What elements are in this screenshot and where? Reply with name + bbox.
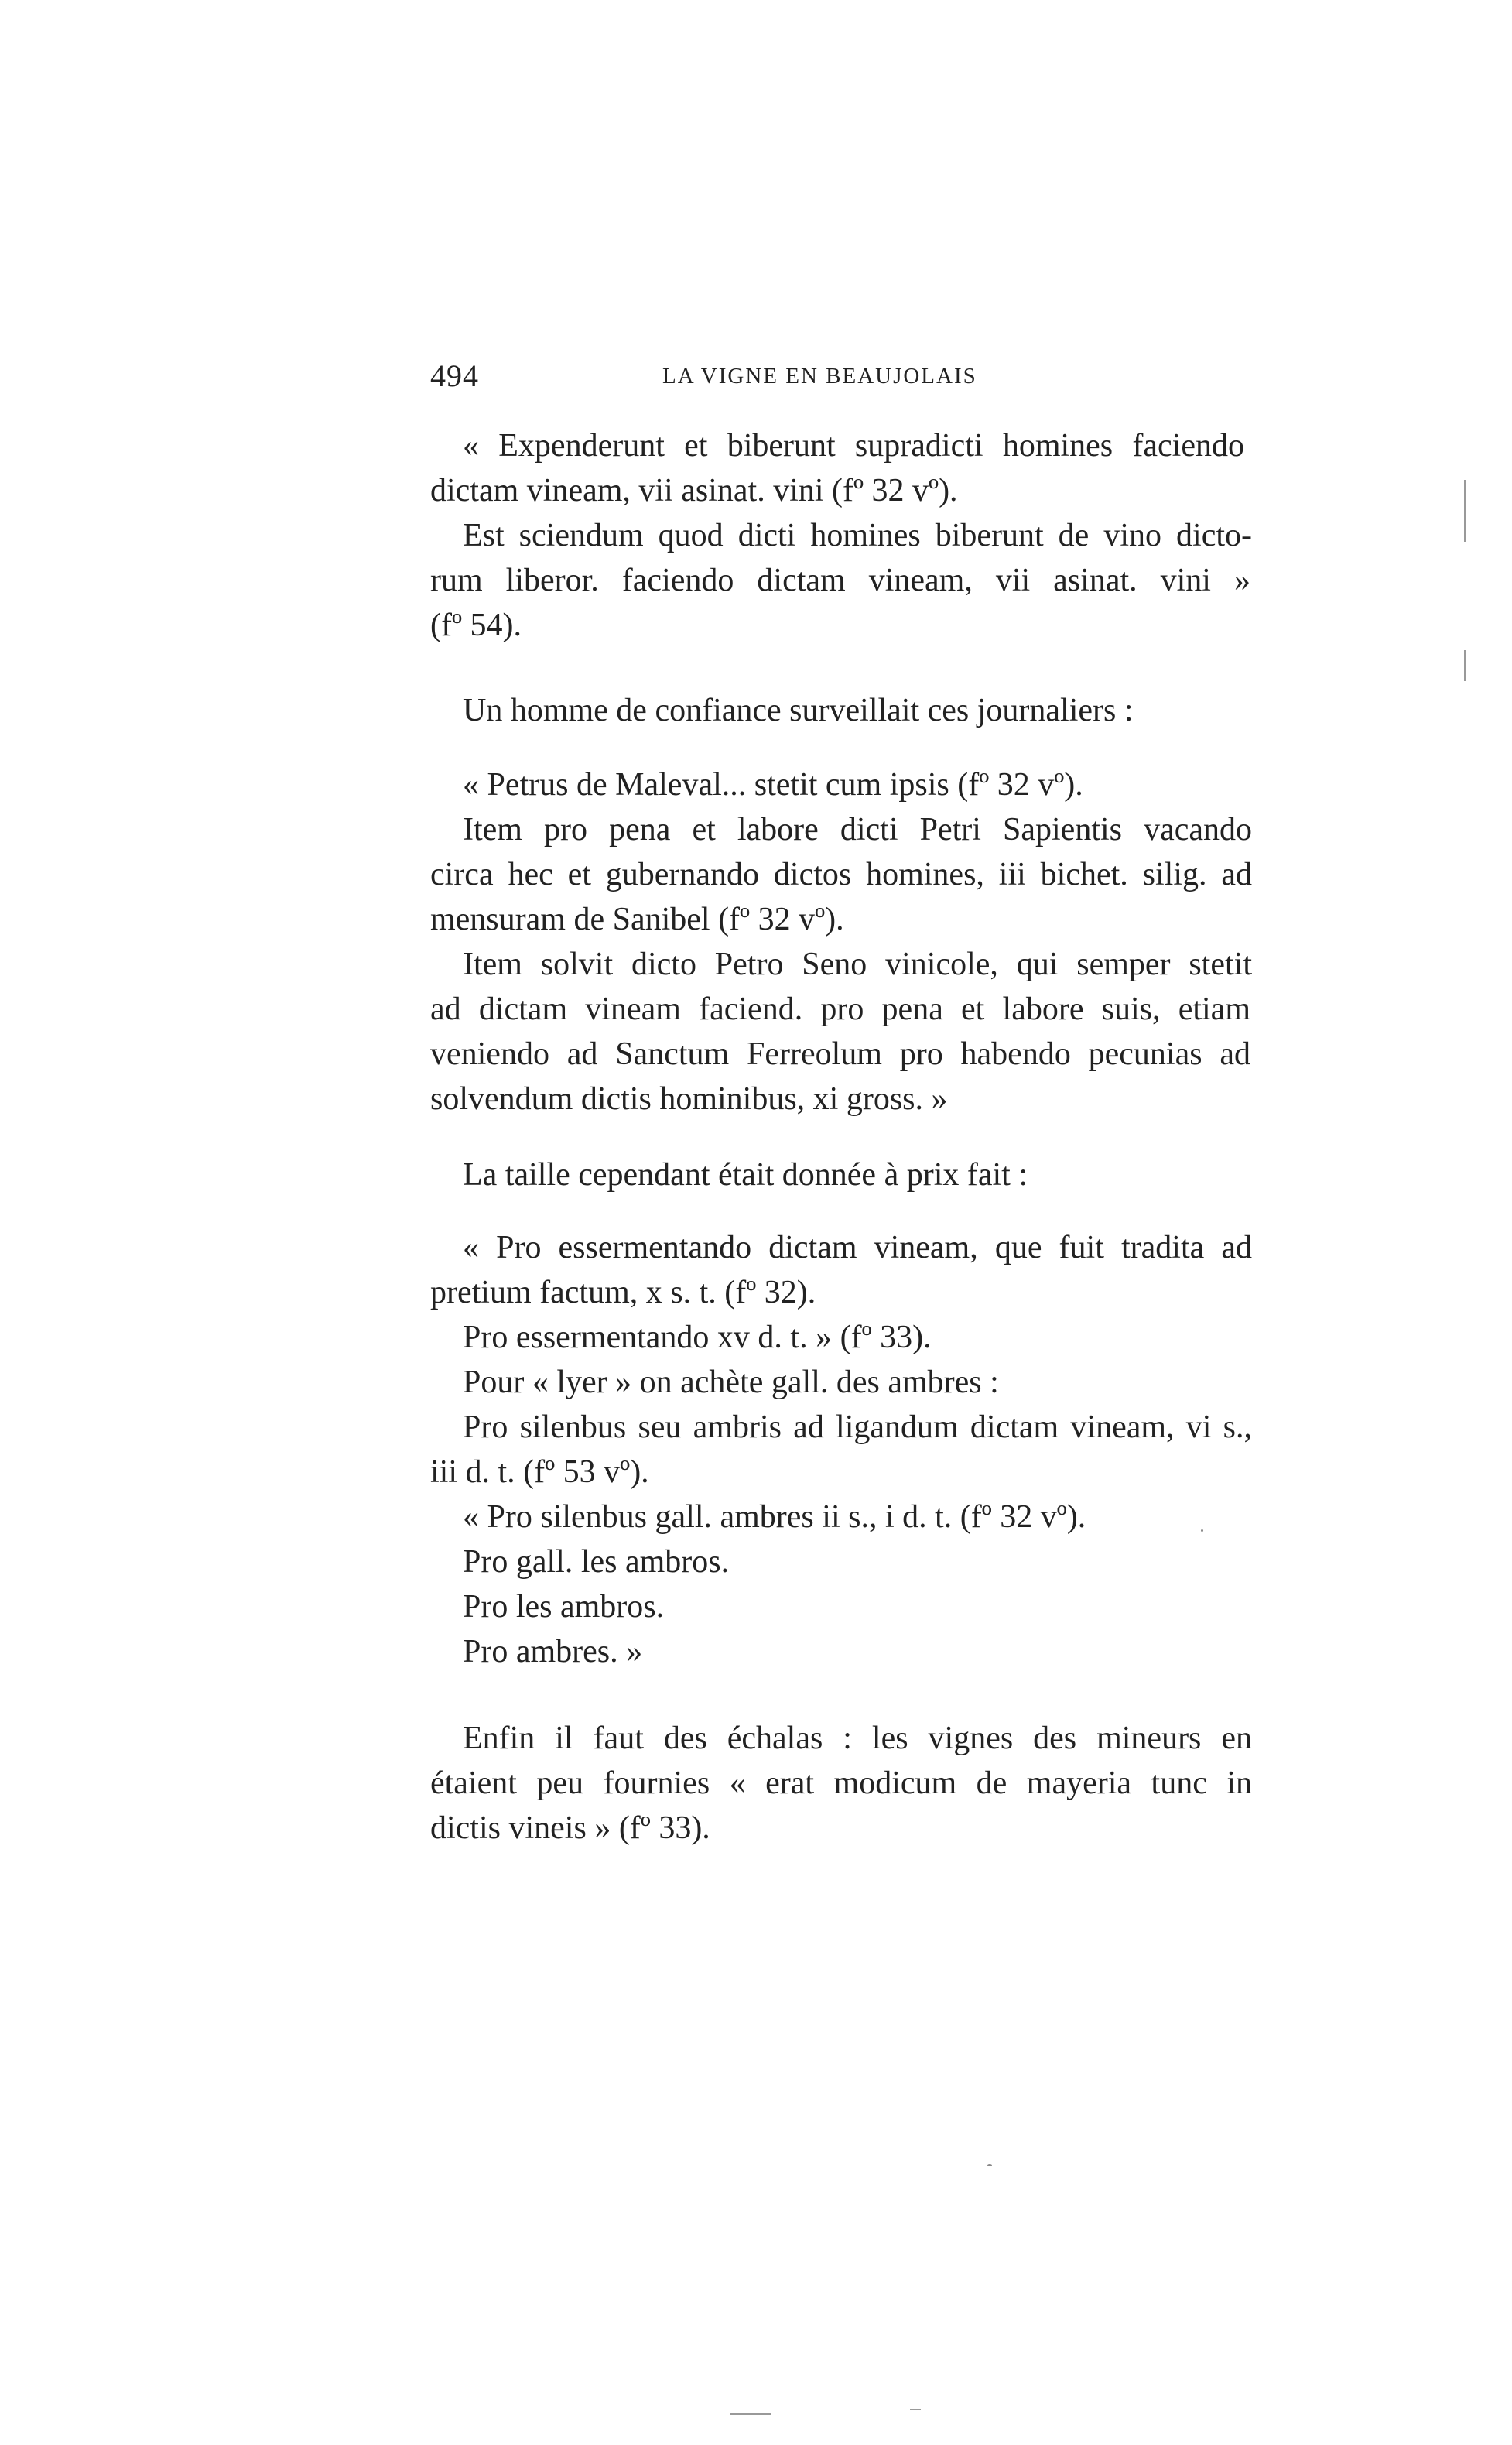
text-line: Item solvit dicto Petro Seno vinicole, qui semper stetit <box>463 947 1252 982</box>
scan-speck <box>910 2409 921 2410</box>
text-line: iii d. t. (fº 53 vº). <box>430 1454 649 1490</box>
running-title: LA VIGNE EN BEAUJOLAIS <box>662 364 977 389</box>
margin-scan-mark <box>1464 650 1466 681</box>
text-line: « Pro essermentando dictam vineam, que fuit tradita ad <box>463 1230 1252 1265</box>
scan-speck <box>730 2413 771 2415</box>
text-line: Item pro pena et labore dicti Petri Sapientis vacando <box>463 812 1252 848</box>
text-line: (fº 54). <box>430 608 522 643</box>
margin-scan-mark <box>1464 480 1466 542</box>
page-number: 494 <box>430 358 479 393</box>
text-line: Enfin il faut des échalas : les vignes des mineurs en <box>463 1721 1252 1756</box>
page-header <box>430 358 1250 404</box>
text-line: solvendum dictis hominibus, xi gross. » <box>430 1081 948 1117</box>
text-line: Pro les ambros. <box>463 1589 665 1625</box>
text-line: Pro essermentando xv d. t. » (fº 33). <box>463 1320 932 1355</box>
text-line: Pro gall. les ambros. <box>463 1544 730 1580</box>
text-line: « Pro silenbus gall. ambres ii s., i d. t. (fº 32 vº). <box>463 1499 1086 1535</box>
text-line: dictam vineam, vii asinat. vini (fº 32 vº). <box>430 473 958 509</box>
text-line: étaient peu fournies « erat modicum de mayeria tunc in <box>430 1765 1252 1801</box>
text-line: « Petrus de Maleval... stetit cum ipsis (fº 32 vº). <box>463 767 1083 803</box>
text-line: Pro silenbus seu ambris ad ligandum dictam vineam, vi s., <box>463 1409 1252 1445</box>
text-line: dictis vineis » (fº 33). <box>430 1810 710 1846</box>
text-line: Un homme de confiance surveillait ces journaliers : <box>463 693 1134 728</box>
text-line: circa hec et gubernando dictos homines, iii bichet. silig. ad <box>430 857 1252 892</box>
scan-speck <box>987 2164 992 2166</box>
text-line: pretium factum, x s. t. (fº 32). <box>430 1275 816 1310</box>
text-line: ad dictam vineam faciend. pro pena et labore suis, etiam <box>430 991 1250 1027</box>
text-line: mensuram de Sanibel (fº 32 vº). <box>430 902 844 937</box>
text-line: La taille cependant était donnée à prix fait : <box>463 1157 1028 1193</box>
text-line: Pro ambres. » <box>463 1634 643 1669</box>
scan-speck <box>1201 1529 1203 1532</box>
text-line: veniendo ad Sanctum Ferreolum pro habendo pecunias ad <box>430 1036 1250 1072</box>
text-line: rum liberor. faciendo dictam vineam, vii asinat. vini » <box>430 563 1250 598</box>
text-line: Pour « lyer » on achète gall. des ambres : <box>463 1365 999 1400</box>
text-line: Est sciendum quod dicti homines biberunt de vino dicto- <box>463 518 1252 553</box>
text-line: « Expenderunt et biberunt supradicti homines faciendo <box>463 428 1244 464</box>
